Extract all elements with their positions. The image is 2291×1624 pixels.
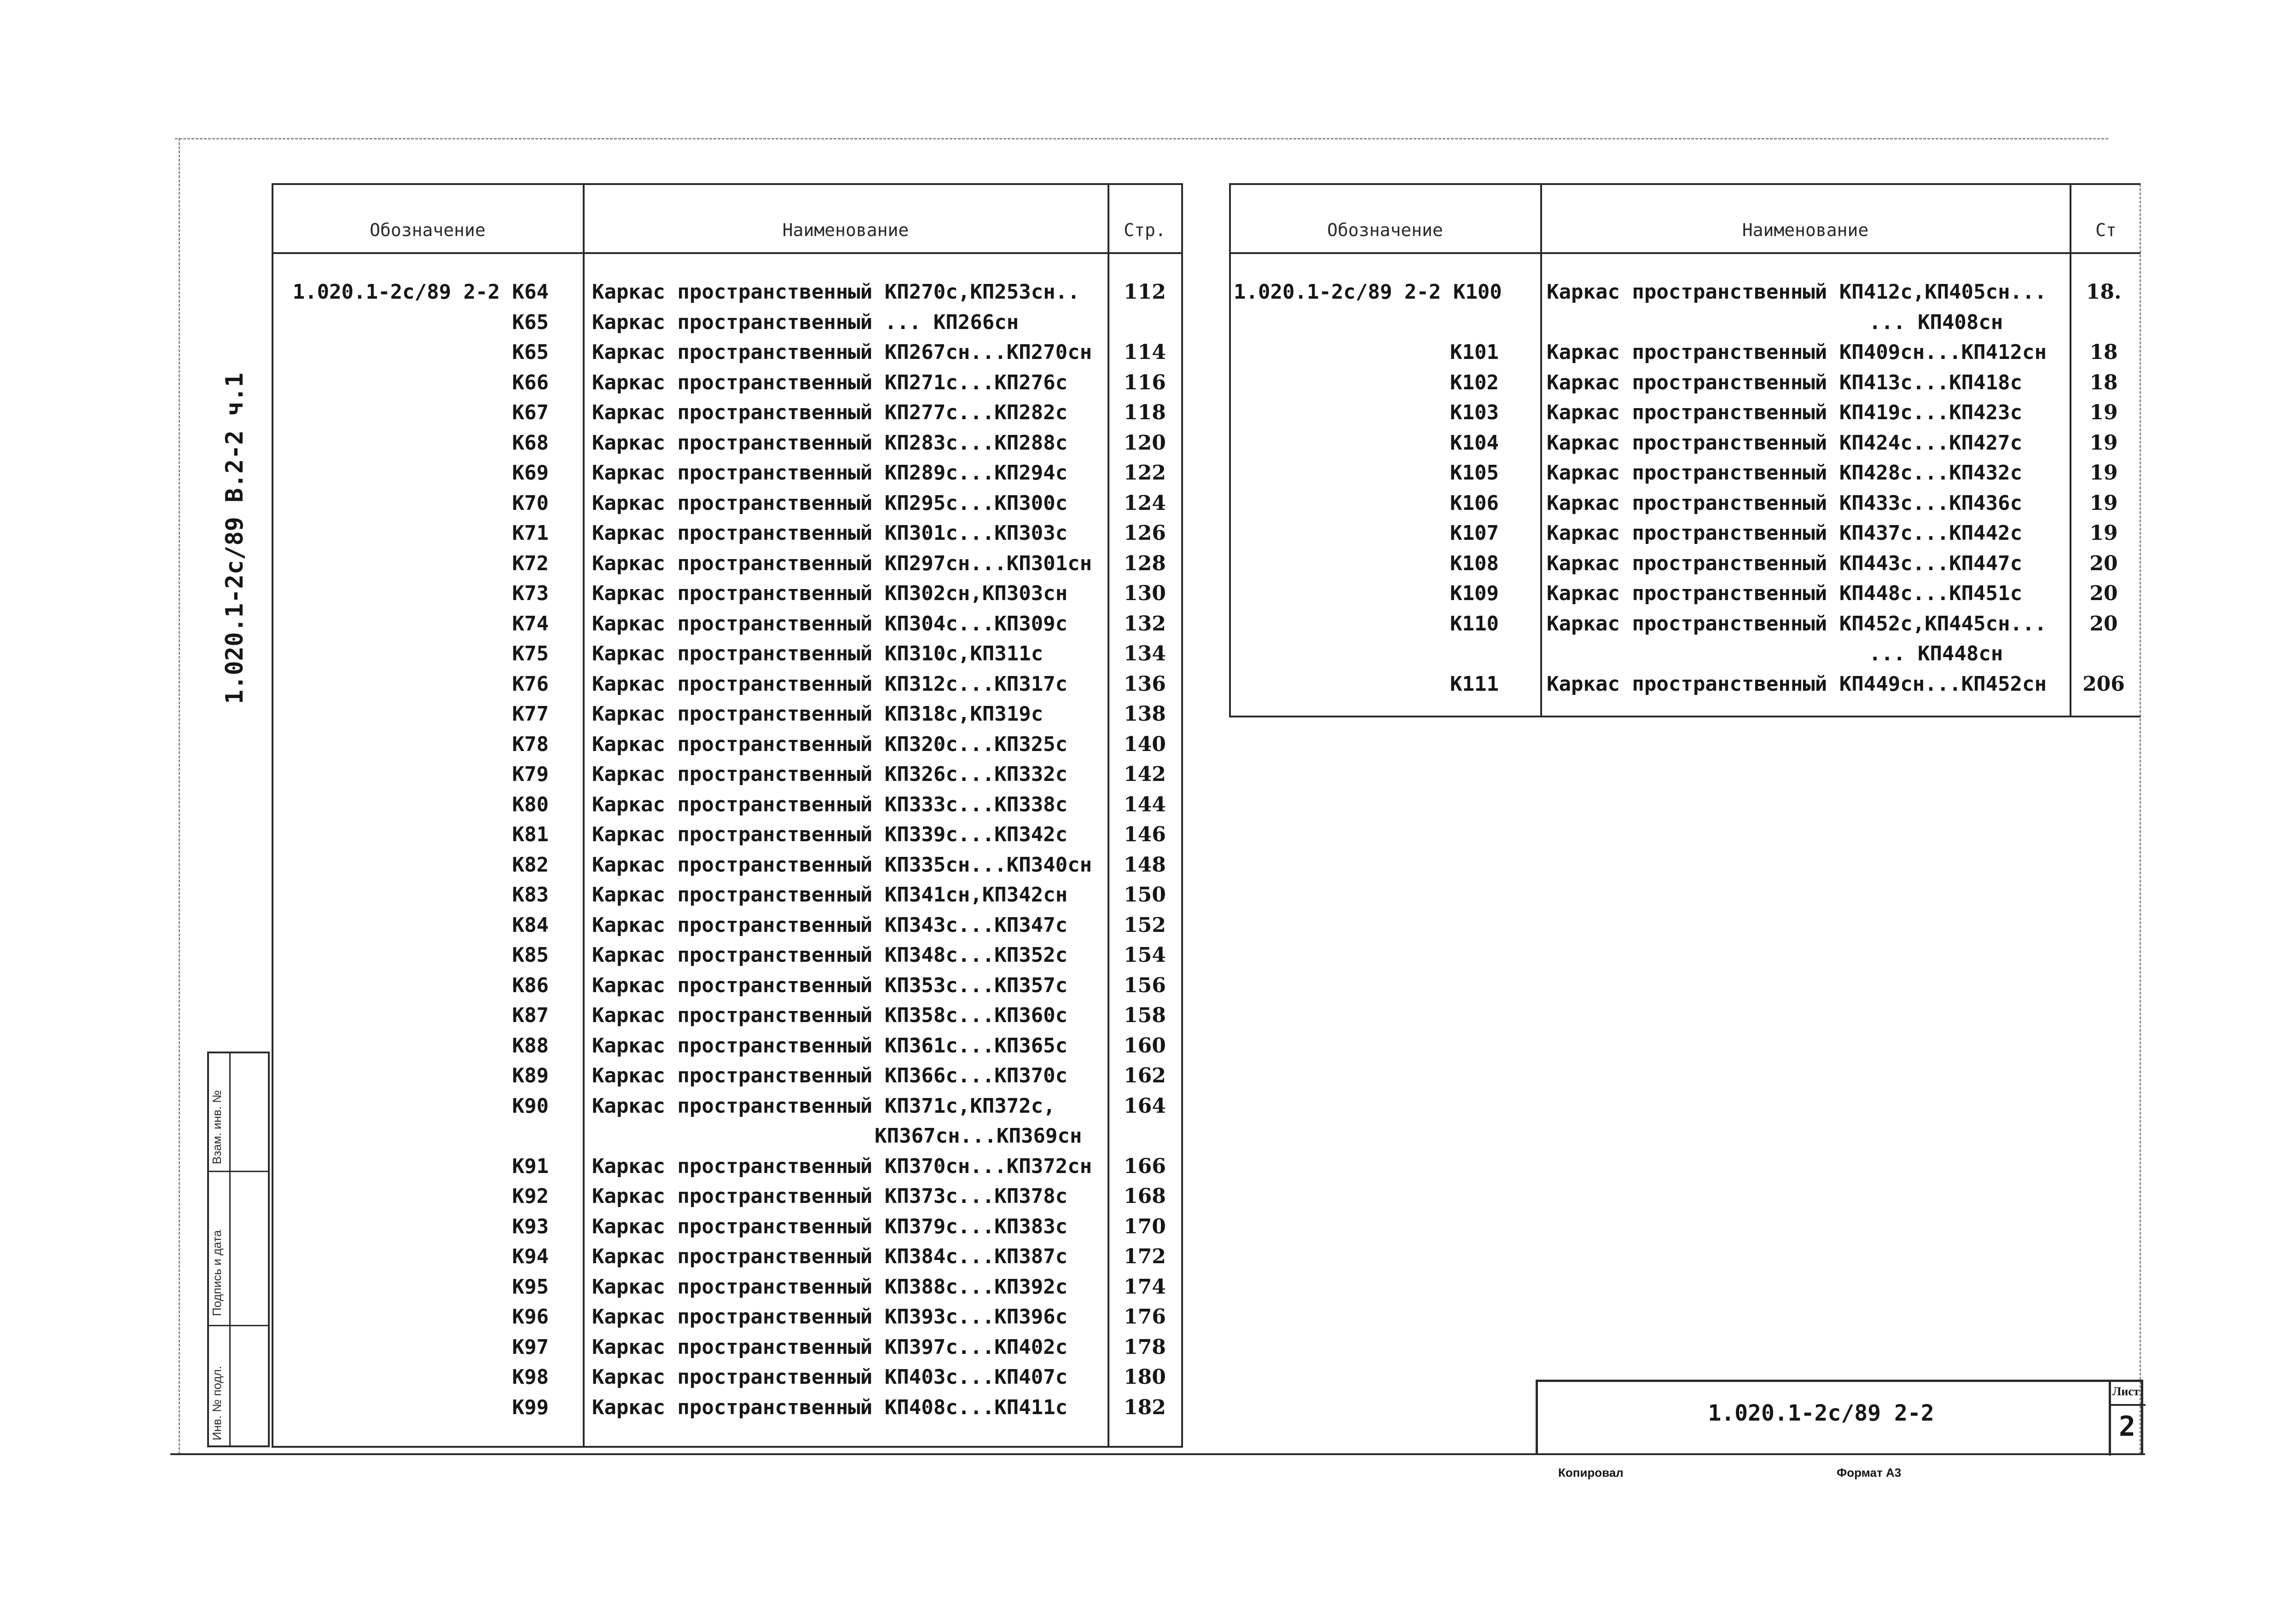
side-document-label: 1.020.1-2с/89 В.2-2 ч.1 — [221, 372, 249, 704]
left-table-right-border — [1181, 183, 1183, 1448]
left-row-name: Каркас пространственный КП348с...КП352с — [592, 943, 1068, 967]
right-row-name: ... КП448сн — [1869, 642, 2003, 665]
left-header-page: Стр. — [1124, 220, 1166, 240]
right-table-divider-name — [1540, 183, 1542, 717]
left-row-page: 166 — [1124, 1154, 1166, 1178]
title-block — [1536, 1380, 2143, 1455]
right-row-page: 206 — [2082, 672, 2125, 696]
left-row-page: 170 — [1124, 1214, 1166, 1238]
left-row-code: К95 — [512, 1275, 549, 1299]
left-row-page: 140 — [1124, 732, 1166, 756]
left-row-page: 172 — [1124, 1245, 1166, 1268]
left-row-page: 142 — [1124, 763, 1166, 786]
title-block-sheet-label: Лист — [2112, 1385, 2140, 1398]
right-row-code: К105 — [1450, 461, 1499, 485]
left-row-name: Каркас пространственный КП341сн,КП342сн — [592, 883, 1068, 907]
left-row-name: Каркас пространственный ... КП266сн — [592, 310, 1019, 334]
left-row-name: Каркас пространственный КП320с...КП325с — [592, 732, 1068, 756]
title-block-sheet-divider — [2109, 1404, 2146, 1406]
left-row-code: К99 — [512, 1395, 549, 1419]
left-row-code: К89 — [512, 1064, 549, 1087]
left-row-name: Каркас пространственный КП370сн...КП372сн — [592, 1154, 1092, 1178]
frame-left-dashed-line — [179, 138, 180, 1454]
right-row-name: Каркас пространственный КП412с,КП405сн... — [1547, 280, 2047, 304]
left-table-header-border — [272, 252, 1183, 254]
left-row-name: Каркас пространственный КП384с...КП387с — [592, 1245, 1068, 1268]
left-row-code: К74 — [512, 612, 549, 636]
left-row-page: 118 — [1124, 401, 1166, 424]
left-row-name: Каркас пространственный КП379с...КП383с — [592, 1214, 1068, 1238]
left-row-code: К97 — [512, 1335, 549, 1359]
left-row-page: 116 — [1124, 370, 1166, 394]
left-row-name: Каркас пространственный КП408с...КП411с — [592, 1395, 1068, 1419]
right-row-code: К103 — [1450, 401, 1499, 424]
right-row-page: 20 — [2089, 582, 2118, 605]
left-row-page: 114 — [1124, 341, 1166, 364]
left-row-page: 158 — [1124, 1004, 1166, 1027]
left-row-page: 122 — [1124, 461, 1166, 485]
right-row-code: 1.020.1-2с/89 2-2 К100 — [1234, 280, 1502, 304]
stamp-inner-divider — [229, 1053, 231, 1445]
right-row-page: 19 — [2089, 431, 2118, 455]
left-row-page: 124 — [1124, 491, 1166, 515]
right-table-header-border — [1229, 252, 2140, 254]
right-row-name: Каркас пространственный КП409сн...КП412сн — [1547, 341, 2047, 364]
left-row-page: 162 — [1124, 1064, 1166, 1087]
left-row-page: 156 — [1124, 973, 1166, 997]
left-row-name: Каркас пространственный КП397с...КП402с — [592, 1335, 1068, 1359]
left-row-code: К90 — [512, 1094, 549, 1118]
left-table-divider-page — [1108, 183, 1109, 1448]
left-row-page: 174 — [1124, 1275, 1166, 1299]
left-row-page: 180 — [1124, 1365, 1166, 1389]
left-table-left-border — [272, 183, 273, 1448]
right-row-page: 20 — [2089, 612, 2118, 636]
left-row-name: Каркас пространственный КП277с...КП282с — [592, 401, 1068, 424]
left-row-name: Каркас пространственный КП393с...КП396с — [592, 1305, 1068, 1329]
right-row-page: 19 — [2089, 491, 2118, 515]
left-row-name: КП367сн...КП369сн — [875, 1124, 1082, 1148]
left-row-page: 136 — [1124, 672, 1166, 696]
right-row-page: 19 — [2089, 401, 2118, 424]
left-row-code: К87 — [512, 1004, 549, 1027]
right-row-name: Каркас пространственный КП413с...КП418с — [1547, 370, 2023, 394]
right-table-left-border — [1229, 183, 1231, 717]
left-row-code: К70 — [512, 491, 549, 515]
right-row-page: 20 — [2089, 551, 2118, 575]
left-row-code: К75 — [512, 642, 549, 665]
left-row-page: 138 — [1124, 702, 1166, 726]
left-row-name: Каркас пространственный КП304с...КП309с — [592, 612, 1068, 636]
frame-right-dashed-line — [2140, 184, 2141, 1454]
left-table-divider-name — [583, 183, 585, 1448]
left-row-page: 154 — [1124, 943, 1166, 967]
stamp-replace-label: Взам. инв. № — [210, 1090, 224, 1164]
stamp-inv-label: Инв. № подл. — [210, 1366, 224, 1440]
right-row-name: Каркас пространственный КП424с...КП427с — [1547, 431, 2023, 455]
left-row-name: Каркас пространственный КП326с...КП332с — [592, 763, 1068, 786]
right-row-name: Каркас пространственный КП433с...КП436с — [1547, 491, 2023, 515]
right-row-name: Каркас пространственный КП428с...КП432с — [1547, 461, 2023, 485]
right-row-code: К101 — [1450, 341, 1499, 364]
left-row-code: К67 — [512, 401, 549, 424]
left-row-code: К80 — [512, 792, 549, 816]
right-row-code: К111 — [1450, 672, 1499, 696]
left-row-name: Каркас пространственный КП335сн...КП340сн — [592, 853, 1092, 877]
left-row-code: К79 — [512, 763, 549, 786]
left-row-page: 160 — [1124, 1034, 1166, 1058]
left-row-name: Каркас пространственный КП271с...КП276с — [592, 370, 1068, 394]
left-row-name: Каркас пространственный КП295с...КП300с — [592, 491, 1068, 515]
left-row-code: К84 — [512, 913, 549, 937]
right-row-name: Каркас пространственный КП419с...КП423с — [1547, 401, 2023, 424]
left-row-code: К91 — [512, 1154, 549, 1178]
left-row-name: Каркас пространственный КП361с...КП365с — [592, 1034, 1068, 1058]
left-row-code: К81 — [512, 823, 549, 846]
right-row-code: К104 — [1450, 431, 1499, 455]
left-row-name: Каркас пространственный КП318с,КП319с — [592, 702, 1044, 726]
right-row-code: К106 — [1450, 491, 1499, 515]
right-row-page: 19 — [2089, 461, 2118, 485]
left-row-code: К98 — [512, 1365, 549, 1389]
right-row-name: Каркас пространственный КП443с...КП447с — [1547, 551, 2023, 575]
left-row-name: Каркас пространственный КП371с,КП372с, — [592, 1094, 1056, 1118]
right-row-name: ... КП408сн — [1869, 310, 2003, 334]
left-row-name: Каркас пространственный КП310с,КП311с — [592, 642, 1044, 665]
left-row-page: 164 — [1124, 1094, 1166, 1118]
right-row-page: 19 — [2089, 521, 2118, 545]
left-row-code: К65 — [512, 341, 549, 364]
left-row-code: К71 — [512, 521, 549, 545]
left-row-name: Каркас пространственный КП267сн...КП270сн — [592, 341, 1092, 364]
left-row-code: К69 — [512, 461, 549, 485]
title-block-divider — [2109, 1382, 2111, 1456]
right-row-code: К102 — [1450, 370, 1499, 394]
right-header-designation: Обозначение — [1327, 220, 1443, 240]
left-row-page: 168 — [1124, 1185, 1166, 1208]
left-header-designation: Обозначение — [370, 220, 486, 240]
left-row-code: К73 — [512, 582, 549, 605]
left-row-name: Каркас пространственный КП302сн,КП303сн — [592, 582, 1068, 605]
left-row-name: Каркас пространственный КП333с...КП338с — [592, 792, 1068, 816]
title-block-sheet-number: 2 — [2119, 1410, 2136, 1443]
left-row-page: 146 — [1124, 823, 1166, 846]
right-row-name: Каркас пространственный КП437с...КП442с — [1547, 521, 2023, 545]
left-row-name: Каркас пространственный КП358с...КП360с — [592, 1004, 1068, 1027]
left-row-name: Каркас пространственный КП366с...КП370с — [592, 1064, 1068, 1087]
left-row-name: Каркас пространственный КП339с...КП342с — [592, 823, 1068, 846]
right-row-page: 18. — [2086, 280, 2122, 304]
left-row-code: К65 — [512, 310, 549, 334]
left-row-name: Каркас пространственный КП283с...КП288с — [592, 431, 1068, 455]
left-row-page: 176 — [1124, 1305, 1166, 1329]
right-header-page: Ст — [2095, 220, 2117, 240]
footer-format-label: Формат А3 — [1837, 1466, 1902, 1480]
left-row-name: Каркас пространственный КП343с...КП347с — [592, 913, 1068, 937]
left-row-code: К76 — [512, 672, 549, 696]
left-row-page: 112 — [1124, 280, 1166, 304]
right-table-bottom-border — [1229, 716, 2140, 717]
frame-top-dashed-line — [175, 138, 2108, 139]
left-row-page: 148 — [1124, 853, 1166, 877]
left-row-name: Каркас пространственный КП270с,КП253сн.. — [592, 280, 1080, 304]
right-row-name: Каркас пространственный КП449сн...КП452сн — [1547, 672, 2047, 696]
left-row-page: 144 — [1124, 792, 1166, 816]
left-row-name: Каркас пространственный КП388с...КП392с — [592, 1275, 1068, 1299]
left-table-top-border — [272, 183, 1183, 185]
left-row-code: К86 — [512, 973, 549, 997]
left-row-code: К77 — [512, 702, 549, 726]
left-row-code: 1.020.1-2с/89 2-2 К64 — [292, 280, 549, 304]
right-row-code: К108 — [1450, 551, 1499, 575]
left-row-code: К92 — [512, 1185, 549, 1208]
left-row-name: Каркас пространственный КП301с...КП303с — [592, 521, 1068, 545]
right-row-page: 18 — [2089, 370, 2118, 394]
stamp-row-divider-2 — [209, 1325, 268, 1326]
left-row-name: Каркас пространственный КП373с...КП378с — [592, 1185, 1068, 1208]
left-row-page: 150 — [1124, 883, 1166, 907]
left-row-code: К88 — [512, 1034, 549, 1058]
footer-copied-label: Копировал — [1558, 1466, 1624, 1480]
right-row-page: 18 — [2089, 341, 2118, 364]
right-row-name: Каркас пространственный КП452с,КП445сн... — [1547, 612, 2047, 636]
stamp-signature-label: Подпись и дата — [210, 1230, 224, 1316]
left-row-page: 130 — [1124, 582, 1166, 605]
right-table-top-border — [1229, 183, 2140, 185]
left-row-code: К82 — [512, 853, 549, 877]
right-row-code: К110 — [1450, 612, 1499, 636]
left-row-code: К66 — [512, 370, 549, 394]
title-block-doc-code: 1.020.1-2с/89 2-2 — [1708, 1400, 1934, 1426]
left-row-page: 120 — [1124, 431, 1166, 455]
left-row-page: 152 — [1124, 913, 1166, 937]
left-row-name: Каркас пространственный КП312с...КП317с — [592, 672, 1068, 696]
left-row-name: Каркас пространственный КП353с...КП357с — [592, 973, 1068, 997]
left-row-page: 126 — [1124, 521, 1166, 545]
stamp-row-divider-1 — [209, 1171, 268, 1172]
left-header-name: Наименование — [782, 220, 909, 240]
right-row-name: Каркас пространственный КП448с...КП451с — [1547, 582, 2023, 605]
left-row-page: 132 — [1124, 612, 1166, 636]
left-row-page: 182 — [1124, 1395, 1166, 1419]
left-row-page: 128 — [1124, 551, 1166, 575]
left-row-name: Каркас пространственный КП289с...КП294с — [592, 461, 1068, 485]
left-row-code: К94 — [512, 1245, 549, 1268]
right-header-name: Наименование — [1742, 220, 1869, 240]
left-row-code: К83 — [512, 883, 549, 907]
left-row-code: К85 — [512, 943, 549, 967]
left-row-code: К68 — [512, 431, 549, 455]
left-row-page: 134 — [1124, 642, 1166, 665]
left-table-bottom-border — [272, 1446, 1183, 1448]
left-row-code: К93 — [512, 1214, 549, 1238]
left-row-code: К78 — [512, 732, 549, 756]
left-row-name: Каркас пространственный КП297сн...КП301сн — [592, 551, 1092, 575]
left-row-code: К72 — [512, 551, 549, 575]
left-row-page: 178 — [1124, 1335, 1166, 1359]
left-row-code: К96 — [512, 1305, 549, 1329]
left-row-name: Каркас пространственный КП403с...КП407с — [592, 1365, 1068, 1389]
right-row-code: К109 — [1450, 582, 1499, 605]
right-row-code: К107 — [1450, 521, 1499, 545]
